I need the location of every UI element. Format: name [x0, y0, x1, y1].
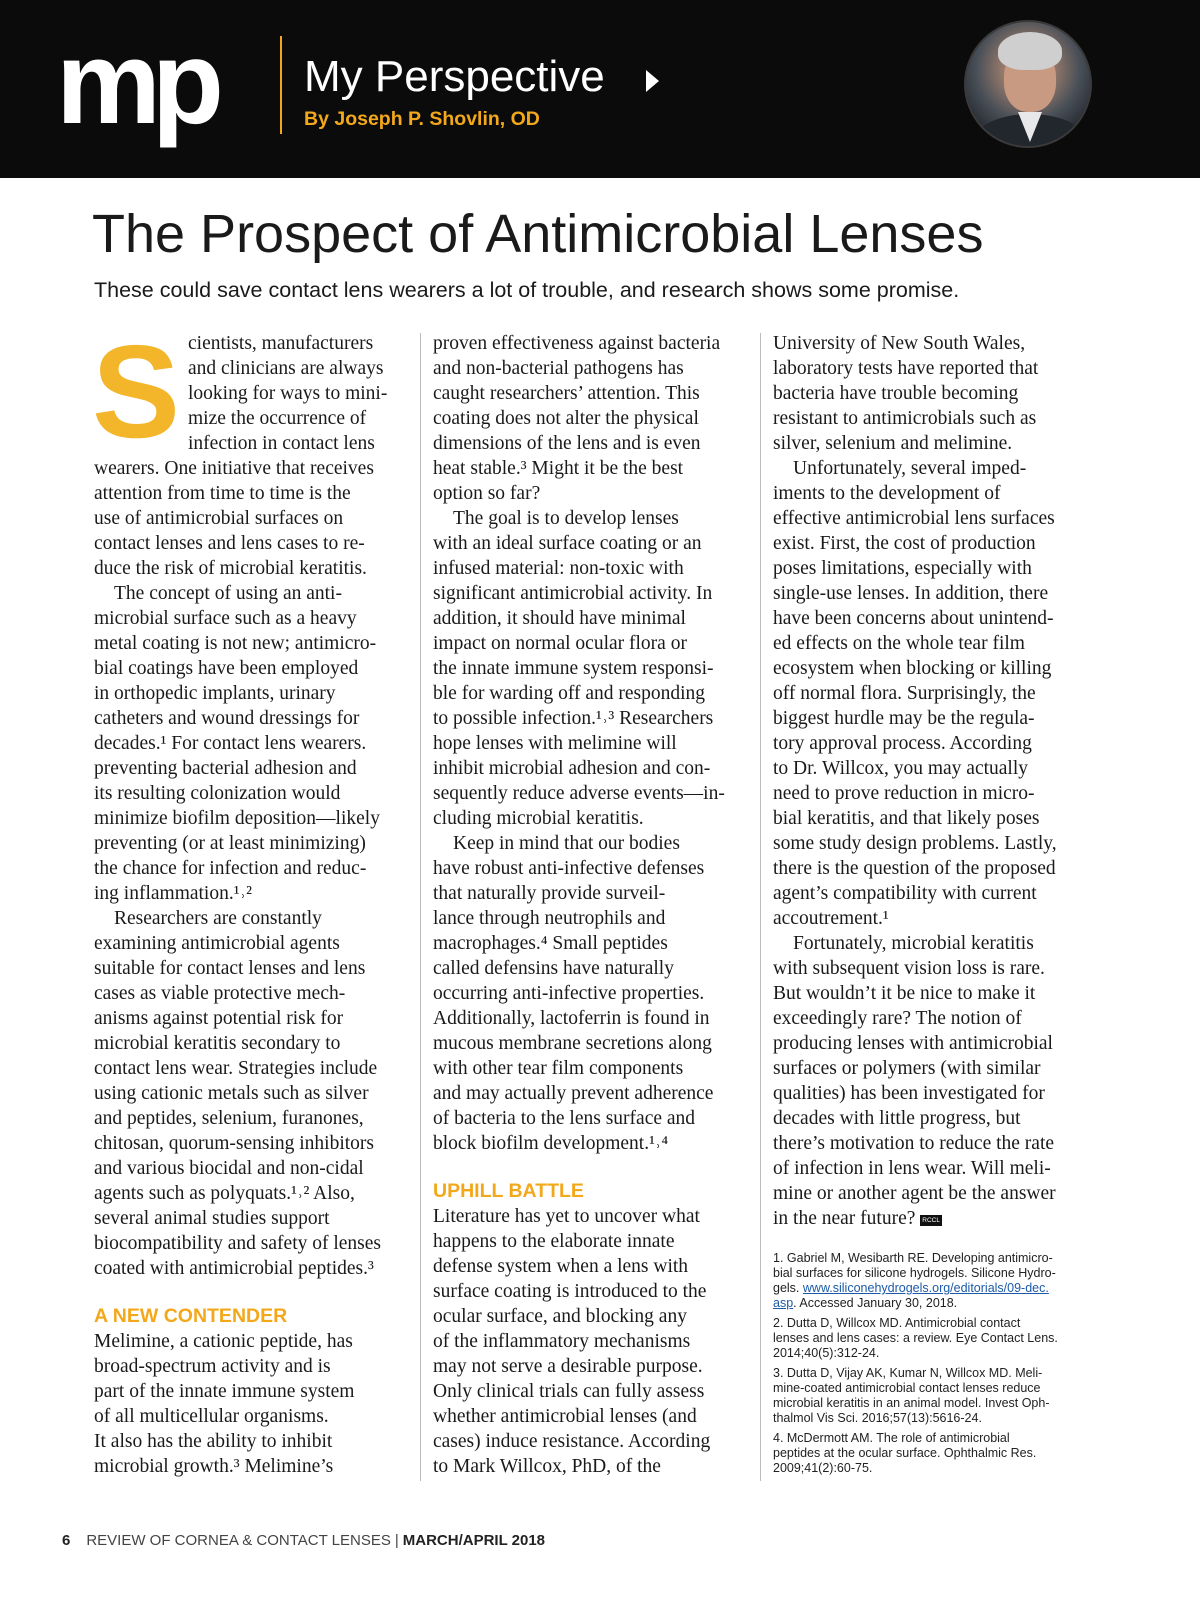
reference-link[interactable]: www.siliconehydrogels.org/editorials/09-dec. [802, 1281, 1049, 1295]
issue-date: MARCH/APRIL 2018 [402, 1532, 546, 1549]
article-title: The Prospect of Antimicrobial Lenses [92, 204, 984, 264]
ref-text: . Accessed January 30, 2018. [793, 1296, 958, 1310]
text-line: But wouldn’t it be nice to make it [773, 983, 1036, 1004]
text-line: hope lenses with melimine will [433, 733, 677, 754]
text-line: surfaces or polymers (with similar [773, 1058, 1041, 1079]
text-line: infused material: non-toxic with [433, 558, 684, 579]
article-column-2 [433, 331, 750, 1479]
section-heading: A NEW CONTENDER [94, 1305, 288, 1327]
text-line: and peptides, selenium, furanones, [94, 1108, 364, 1129]
text-line-last [773, 1206, 1087, 1231]
text-line: biocompatibility and safety of lenses [94, 1233, 382, 1254]
text-line: caught researchers’ attention. This [433, 383, 700, 404]
text-line: with subsequent vision loss is rare. [773, 958, 1045, 979]
text-line: decades with little progress, but [773, 1108, 1021, 1129]
text-line: bial keratitis, and that likely poses [773, 808, 1040, 829]
text-line: The concept of using an anti- [114, 583, 342, 604]
text-line: and clinicians are always [188, 358, 384, 379]
masthead [0, 0, 1200, 178]
text-line: metal coating is not new; antimicro- [94, 633, 377, 654]
text-line: anisms against potential risk for [94, 1008, 344, 1029]
text-line: coated with antimicrobial peptides.³ [94, 1258, 374, 1279]
photo-hair [998, 32, 1062, 70]
text-line: off normal flora. Surprisingly, the [773, 683, 1036, 704]
text-line: happens to the elaborate innate [433, 1231, 675, 1252]
text-line: suitable for contact lenses and lens [94, 958, 366, 979]
ref-line: lenses and lens cases: a review. Eye Contact Lens. [773, 1331, 1058, 1345]
article-column-3 [773, 331, 1087, 1231]
text-line: silver, selenium and melimine. [773, 433, 1013, 454]
text-line: Keep in mind that our bodies [453, 833, 680, 854]
text-line: whether antimicrobial lenses (and [433, 1406, 697, 1427]
text-line: contact lens wear. Strategies include [94, 1058, 378, 1079]
text-line: Researchers are constantly [114, 908, 322, 929]
text-line: cases as viable protective mech- [94, 983, 346, 1004]
footer-separator: | [394, 1532, 399, 1549]
text-line: exceedingly rare? The notion of [773, 1008, 1022, 1029]
text-line: surface coating is introduced to the [433, 1281, 707, 1302]
column-name: My Perspective [304, 52, 605, 101]
text-line: in orthopedic implants, urinary [94, 683, 336, 704]
article-subtitle: These could save contact lens wearers a lot of trouble, and research shows some promise. [94, 278, 960, 302]
text-line: need to prove reduction in micro- [773, 783, 1035, 804]
text-line: attention from time to time is the [94, 483, 351, 504]
text-line: and non-bacterial pathogens has [433, 358, 684, 379]
text-line: the chance for infection and reduc- [94, 858, 367, 879]
text-line: use of antimicrobial surfaces on [94, 508, 344, 529]
text-line: block biofilm development.¹˒⁴ [433, 1133, 669, 1154]
text-line: inhibit microbial adhesion and con- [433, 758, 711, 779]
ref-line: 2. Dutta D, Willcox MD. Antimicrobial contact [773, 1316, 1021, 1330]
text-line: ble for warding off and responding [433, 683, 706, 704]
play-arrow-icon [646, 70, 659, 92]
text-line: minimize biofilm deposition—likely [94, 808, 380, 829]
ref-line: 2009;41(2):60-75. [773, 1461, 873, 1475]
text-line: Additionally, lactoferrin is found in [433, 1008, 710, 1029]
text-line: University of New South Wales, [773, 333, 1026, 354]
text-line: preventing bacterial adhesion and [94, 758, 357, 779]
column-rule [420, 333, 421, 1481]
ref-line: 1. Gabriel M, Wesibarth RE. Developing antimicro- [773, 1251, 1053, 1265]
text-line: coating does not alter the physical [433, 408, 699, 429]
text-line: examining antimicrobial agents [94, 933, 340, 954]
text-line: bial coatings have been employed [94, 658, 359, 679]
section-gap [433, 1156, 750, 1179]
text-line: microbial surface such as a heavy [94, 608, 357, 629]
text-line: Melimine, a cationic peptide, has [94, 1331, 353, 1352]
text-line: defense system when a lens with [433, 1256, 689, 1277]
reference-link-cont[interactable]: asp [773, 1296, 794, 1310]
text-line: its resulting colonization would [94, 783, 341, 804]
text-line: iments to the development of [773, 483, 1001, 504]
drop-cap: S [92, 318, 181, 465]
text-line: lance through neutrophils and [433, 908, 666, 929]
end-mark-icon: RCCL [922, 1217, 940, 1224]
reference-3 [773, 1366, 1093, 1426]
text-line: ed effects on the whole tear film [773, 633, 1025, 654]
text-line: ing inflammation.¹˒² [94, 883, 252, 904]
text-line: several animal studies support [94, 1208, 330, 1229]
text-line: of the inflammatory mechanisms [433, 1331, 691, 1352]
reference-1 [773, 1251, 1093, 1311]
text-line: significant antimicrobial activity. In [433, 583, 713, 604]
column-rule [760, 333, 761, 1481]
text-line: bacteria have trouble becoming [773, 383, 1019, 404]
text-segment: in the near future? [773, 1208, 916, 1229]
page-number: 6 [62, 1532, 71, 1549]
text-line: there’s motivation to reduce the rate [773, 1133, 1055, 1154]
text-line: to Dr. Willcox, you may actually [773, 758, 1029, 779]
text-line: tory approval process. According [773, 733, 1032, 754]
text-line: of all multicellular organisms. [94, 1406, 329, 1427]
text-line: infection in contact lens [188, 433, 375, 454]
text-line: decades.¹ For contact lens wearers. [94, 733, 367, 754]
text-line: to Mark Willcox, PhD, of the [433, 1456, 661, 1477]
text-line: broad-spectrum activity and is [94, 1356, 331, 1377]
text-line: of infection in lens wear. Will meli- [773, 1158, 1051, 1179]
text-line: using cationic metals such as silver [94, 1083, 369, 1104]
ref-line: peptides at the ocular surface. Ophthalmic Res. [773, 1446, 1037, 1460]
text-line: Only clinical trials can fully assess [433, 1381, 705, 1402]
text-line: impact on normal ocular flora or [433, 633, 687, 654]
text-line: wearers. One initiative that receives [94, 458, 374, 479]
reference-4 [773, 1431, 1093, 1476]
text-line: cases) induce resistance. According [433, 1431, 711, 1452]
header-divider [280, 36, 282, 134]
text-line: and various biocidal and non-cidal [94, 1158, 364, 1179]
ref-line: 3. Dutta D, Vijay AK, Kumar N, Willcox MD. Meli- [773, 1366, 1043, 1380]
text-line: with other tear film components [433, 1058, 684, 1079]
text-line: some study design problems. Lastly, [773, 833, 1057, 854]
section-heading: UPHILL BATTLE [433, 1180, 584, 1202]
text-line: ocular surface, and blocking any [433, 1306, 687, 1327]
text-line: agent’s compatibility with current [773, 883, 1037, 904]
text-line: microbial growth.³ Melimine’s [94, 1456, 334, 1477]
text-line: Fortunately, microbial keratitis [793, 933, 1034, 954]
text-line: poses limitations, especially with [773, 558, 1032, 579]
ref-line: 2014;40(5):312-24. [773, 1346, 880, 1360]
text-line: effective antimicrobial lens surfaces [773, 508, 1055, 529]
text-line: have been concerns about unintend- [773, 608, 1054, 629]
ref-line: bial surfaces for silicone hydrogels. Silicone Hydro- [773, 1266, 1056, 1280]
ref-line: 4. McDermott AM. The role of antimicrobial [773, 1431, 1010, 1445]
ref-line: mine-coated antimicrobial contact lenses reduce [773, 1381, 1041, 1395]
text-line: agents such as polyquats.¹˒² Also, [94, 1183, 355, 1204]
text-line: microbial keratitis secondary to [94, 1033, 341, 1054]
text-line: called defensins have naturally [433, 958, 674, 979]
text-line: qualities) has been investigated for [773, 1083, 1045, 1104]
ref-line: thalmol Vis Sci. 2016;57(13):5616-24. [773, 1411, 982, 1425]
text-line: Unfortunately, several imped- [793, 458, 1027, 479]
text-line: exist. First, the cost of production [773, 533, 1036, 554]
author-photo [964, 20, 1092, 148]
text-line: the innate immune system responsi- [433, 658, 714, 679]
text-line: to possible infection.¹˒³ Researchers [433, 708, 714, 729]
text-line: part of the innate immune system [94, 1381, 355, 1402]
text-line: Literature has yet to uncover what [433, 1206, 700, 1227]
mp-logo: mp [56, 17, 215, 149]
text-line: resistant to antimicrobials such as [773, 408, 1037, 429]
ref-line [773, 1281, 1093, 1296]
text-line: and may actually prevent adherence [433, 1083, 714, 1104]
text-line: looking for ways to mini- [188, 383, 388, 404]
text-line: single-use lenses. In addition, there [773, 583, 1049, 604]
author-byline: By Joseph P. Shovlin, OD [304, 108, 540, 130]
reference-2 [773, 1316, 1093, 1361]
text-line: with an ideal surface coating or an [433, 533, 702, 554]
text-line: cientists, manufacturers [188, 333, 374, 354]
text-line: macrophages.⁴ Small peptides [433, 933, 668, 954]
text-line: ecosystem when blocking or killing [773, 658, 1052, 679]
text-line: The goal is to develop lenses [453, 508, 679, 529]
article-column-1 [92, 318, 410, 1479]
text-line: duce the risk of microbial keratitis. [94, 558, 367, 579]
text-line: there is the question of the proposed [773, 858, 1056, 879]
ref-line: microbial keratitis in an animal model. Invest Oph- [773, 1396, 1050, 1410]
publication-name: REVIEW OF CORNEA & CONTACT LENSES [86, 1532, 391, 1549]
text-line: of bacteria to the lens surface and [433, 1108, 696, 1129]
ref-line [773, 1296, 1093, 1311]
text-line: laboratory tests have reported that [773, 358, 1039, 379]
text-line: have robust anti-infective defenses [433, 858, 705, 879]
text-line: sequently reduce adverse events—in- [433, 783, 725, 804]
text-line: chitosan, quorum-sensing inhibitors [94, 1133, 375, 1154]
text-line: catheters and wound dressings for [94, 708, 360, 729]
text-line: preventing (or at least minimizing) [94, 833, 366, 854]
text-line: accoutrement.¹ [773, 908, 889, 929]
text-line: biggest hurdle may be the regula- [773, 708, 1035, 729]
ref-text: gels. [773, 1281, 803, 1295]
references [773, 1251, 1093, 1481]
text-line: contact lenses and lens cases to re- [94, 533, 365, 554]
text-line: addition, it should have minimal [433, 608, 686, 629]
section-gap [94, 1281, 410, 1304]
text-line: dimensions of the lens and is even [433, 433, 701, 454]
text-line: heat stable.³ Might it be the best [433, 458, 684, 479]
text-line: cluding microbial keratitis. [433, 808, 644, 829]
text-line: mine or another agent be the answer [773, 1183, 1056, 1204]
page-footer [62, 1532, 545, 1549]
text-line: may not serve a desirable purpose. [433, 1356, 703, 1377]
text-line: option so far? [433, 483, 541, 504]
text-line: producing lenses with antimicrobial [773, 1033, 1053, 1054]
text-line: that naturally provide surveil- [433, 883, 666, 904]
text-line: proven effectiveness against bacteria [433, 333, 721, 354]
text-line: mucous membrane secretions along [433, 1033, 712, 1054]
text-line: It also has the ability to inhibit [94, 1431, 333, 1452]
text-line: occurring anti-infective properties. [433, 983, 705, 1004]
text-line: mize the occurrence of [188, 408, 367, 429]
